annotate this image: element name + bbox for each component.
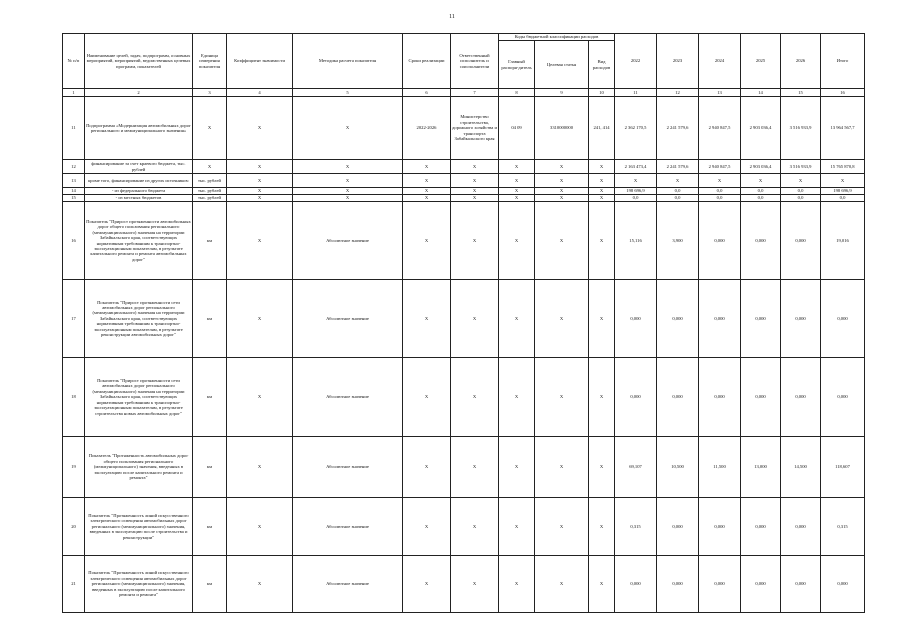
row-main-manager: X	[499, 437, 535, 498]
row-number: 13	[63, 174, 85, 188]
row-value-2025: X	[741, 174, 781, 188]
header-unit: Единица измерения показателя	[193, 34, 227, 89]
row-value-2026: 3 516 933,9	[781, 97, 821, 160]
row-value-2023: 0,000	[657, 498, 699, 556]
row-value-2023: 0,000	[657, 280, 699, 358]
row-method: X	[293, 160, 403, 174]
row-value-2025: 13,000	[741, 437, 781, 498]
row-expense-type: X	[589, 280, 615, 358]
row-value-2024: 2 940 847,5	[699, 97, 741, 160]
column-number: 10	[589, 89, 615, 97]
table-row	[63, 174, 865, 188]
header-responsible: Ответственный исполнитель и соисполнители	[451, 34, 499, 89]
row-value-2026: 0,000	[781, 498, 821, 556]
table-row	[63, 498, 865, 556]
row-main-manager: X	[499, 556, 535, 613]
row-target-article: X	[535, 556, 589, 613]
row-number: 12	[63, 160, 85, 174]
row-coefficient: X	[227, 280, 293, 358]
row-number: 16	[63, 202, 85, 280]
row-unit: X	[193, 97, 227, 160]
row-main-manager: X	[499, 202, 535, 280]
row-name: Показатель "Прирост протяженности сети автомобильных дорог регионального (межмуниципального) значения на территории Забайкальского края, соответствующих нормативным требованиям к транспортно-эксплуатационным показателям, в результате строительства новых автомобильных дорог"	[85, 358, 193, 437]
row-expense-type: X	[589, 498, 615, 556]
header-2022: 2022	[615, 34, 657, 89]
row-coefficient: X	[227, 498, 293, 556]
row-name: Показатель "Протяженность линий искусственного электрического освещения автомобильных дорог регионального (межмуниципального) значения, введенных в эксплуатацию после капитального ремонта и ремонта"	[85, 556, 193, 613]
row-target-article: X	[535, 498, 589, 556]
row-value-2023: 0,000	[657, 358, 699, 437]
header-2023: 2023	[657, 34, 699, 89]
row-coefficient: X	[227, 188, 293, 195]
column-numbers-row	[63, 89, 865, 97]
row-expense-type: X	[589, 358, 615, 437]
row-responsible: X	[451, 358, 499, 437]
row-value-2024: 11,500	[699, 437, 741, 498]
row-target-article: X	[535, 358, 589, 437]
row-value-2026: 0,0	[781, 188, 821, 195]
row-coefficient: X	[227, 556, 293, 613]
row-expense-type: X	[589, 437, 615, 498]
row-responsible: X	[451, 160, 499, 174]
row-value-2023: 2 241 579,6	[657, 97, 699, 160]
row-value-2022: 69,107	[615, 437, 657, 498]
row-value-2025: 2 903 036,4	[741, 160, 781, 174]
row-responsible: X	[451, 195, 499, 202]
row-unit: км	[193, 498, 227, 556]
row-value-total: 0,315	[821, 498, 865, 556]
row-terms: X	[403, 437, 451, 498]
row-terms: X	[403, 556, 451, 613]
row-name: кроме того, финансирование из других источников:	[85, 174, 193, 188]
row-target-article: X	[535, 174, 589, 188]
column-number: 1	[63, 89, 85, 97]
row-responsible: X	[451, 437, 499, 498]
row-target-article: X	[535, 188, 589, 195]
row-value-2024: 0,000	[699, 280, 741, 358]
row-expense-type: X	[589, 556, 615, 613]
row-value-2023: 10,500	[657, 437, 699, 498]
row-unit: км	[193, 358, 227, 437]
row-responsible: X	[451, 556, 499, 613]
header-num: № п/п	[63, 34, 85, 89]
row-number: 21	[63, 556, 85, 613]
row-expense-type: X	[589, 174, 615, 188]
row-main-manager: X	[499, 498, 535, 556]
table-row	[63, 195, 865, 202]
row-target-article: X	[535, 280, 589, 358]
column-number: 5	[293, 89, 403, 97]
row-terms: 2022-2026	[403, 97, 451, 160]
table-row	[63, 280, 865, 358]
row-number: 15	[63, 195, 85, 202]
row-responsible: X	[451, 188, 499, 195]
table-row	[63, 358, 865, 437]
row-number: 17	[63, 280, 85, 358]
row-value-2023: 0,0	[657, 195, 699, 202]
column-number: 13	[699, 89, 741, 97]
row-value-2022: 2 362 170,5	[615, 97, 657, 160]
row-value-total: 198 696,9	[821, 188, 865, 195]
column-number: 9	[535, 89, 589, 97]
row-value-2026: 0,0	[781, 195, 821, 202]
header-2026: 2026	[781, 34, 821, 89]
row-unit: км	[193, 437, 227, 498]
row-main-manager: X	[499, 160, 535, 174]
row-value-2024: 0,0	[699, 188, 741, 195]
row-value-2025: 0,000	[741, 280, 781, 358]
column-number: 11	[615, 89, 657, 97]
row-number: 19	[63, 437, 85, 498]
header-method: Методика расчета показателя	[293, 34, 403, 89]
row-name: Показатель "Прирост протяженности сети автомобильных дорог регионального (межмуниципального) значения на территории Забайкальского края, соответствующих нормативным требованиям к транспортно-эксплуатационным показателям, в результате реконструкции автомобильных дорог"	[85, 280, 193, 358]
row-main-manager: 04 09	[499, 97, 535, 160]
row-unit: X	[193, 160, 227, 174]
column-number: 4	[227, 89, 293, 97]
row-main-manager: X	[499, 195, 535, 202]
row-value-2024: X	[699, 174, 741, 188]
header-terms: Сроки реализации	[403, 34, 451, 89]
row-main-manager: X	[499, 358, 535, 437]
row-terms: X	[403, 188, 451, 195]
row-method: Абсолютное значение	[293, 498, 403, 556]
header-2024: 2024	[699, 34, 741, 89]
row-unit: тыс. рублей	[193, 174, 227, 188]
row-value-2026: 0,000	[781, 358, 821, 437]
row-value-2025: 0,0	[741, 188, 781, 195]
row-unit: км	[193, 556, 227, 613]
row-name: Показатель "Протяженность линий искусственного электрического освещения автомобильных дорог регионального (межмуниципального) значения, введенных в эксплуатацию после строительства и реконструкции"	[85, 498, 193, 556]
header-total: Итого	[821, 34, 865, 89]
row-terms: X	[403, 280, 451, 358]
column-number: 14	[741, 89, 781, 97]
row-value-2024: 0,0	[699, 195, 741, 202]
header-expense-type: Вид расходов	[589, 41, 615, 89]
row-responsible: X	[451, 202, 499, 280]
table-body	[63, 97, 865, 613]
row-value-2026: 3 516 933,9	[781, 160, 821, 174]
table-row	[63, 556, 865, 613]
row-value-total: 0,0	[821, 195, 865, 202]
row-expense-type: X	[589, 160, 615, 174]
row-method: X	[293, 195, 403, 202]
row-main-manager: X	[499, 280, 535, 358]
row-name: финансирование за счет краевого бюджета, тыс. рублей	[85, 160, 193, 174]
row-value-2025: 0,000	[741, 556, 781, 613]
row-name: - из федерального бюджета	[85, 188, 193, 195]
row-method: Абсолютное значение	[293, 437, 403, 498]
row-responsible: X	[451, 280, 499, 358]
row-value-2022: 0,000	[615, 280, 657, 358]
table-row	[63, 188, 865, 195]
row-value-total: 15 765 870,8	[821, 160, 865, 174]
table-row	[63, 437, 865, 498]
row-value-2026: X	[781, 174, 821, 188]
column-number: 16	[821, 89, 865, 97]
row-value-total: 19,016	[821, 202, 865, 280]
row-value-2025: 2 903 036,4	[741, 97, 781, 160]
row-expense-type: 241, 414	[589, 97, 615, 160]
row-terms: X	[403, 202, 451, 280]
column-number: 2	[85, 89, 193, 97]
row-value-total: 0,000	[821, 358, 865, 437]
row-value-2024: 2 940 847,5	[699, 160, 741, 174]
row-name: Показатель "Протяженность автомобильных дорог общего пользования регионального (межмуниципального) значения, введенных в эксплуатацию после капитального ремонта и ремонта"	[85, 437, 193, 498]
row-coefficient: X	[227, 202, 293, 280]
row-value-total: 13 964 567,7	[821, 97, 865, 160]
column-number: 3	[193, 89, 227, 97]
row-method: Абсолютное значение	[293, 202, 403, 280]
row-method: X	[293, 188, 403, 195]
column-number: 8	[499, 89, 535, 97]
row-value-2022: 0,315	[615, 498, 657, 556]
row-value-total: X	[821, 174, 865, 188]
row-coefficient: X	[227, 195, 293, 202]
row-value-2022: 0,000	[615, 556, 657, 613]
row-value-2022: 0,0	[615, 195, 657, 202]
column-number: 15	[781, 89, 821, 97]
row-value-2022: 198 696,9	[615, 188, 657, 195]
column-number: 7	[451, 89, 499, 97]
header-target-article: Целевая статья	[535, 41, 589, 89]
row-target-article: 3310000000	[535, 97, 589, 160]
row-unit: тыс. рублей	[193, 188, 227, 195]
table-row	[63, 160, 865, 174]
row-value-2025: 0,000	[741, 358, 781, 437]
row-coefficient: X	[227, 358, 293, 437]
row-coefficient: X	[227, 97, 293, 160]
row-number: 18	[63, 358, 85, 437]
row-coefficient: X	[227, 437, 293, 498]
header-2025: 2025	[741, 34, 781, 89]
row-unit: км	[193, 280, 227, 358]
header-coefficient: Коэффициент значимости	[227, 34, 293, 89]
indicators-table	[62, 33, 865, 613]
row-number: 11	[63, 97, 85, 160]
row-target-article: X	[535, 437, 589, 498]
row-unit: км	[193, 202, 227, 280]
row-value-2026: 0,000	[781, 556, 821, 613]
row-target-article: X	[535, 195, 589, 202]
row-unit: тыс. рублей	[193, 195, 227, 202]
row-coefficient: X	[227, 174, 293, 188]
row-value-2024: 0,000	[699, 358, 741, 437]
row-name: Подпрограмма «Модернизация автомобильных дорог регионального и межмуниципального значения»	[85, 97, 193, 160]
row-terms: X	[403, 174, 451, 188]
row-value-2023: 2 241 579,6	[657, 160, 699, 174]
row-target-article: X	[535, 160, 589, 174]
row-terms: X	[403, 195, 451, 202]
row-value-2022: 0,000	[615, 358, 657, 437]
row-terms: X	[403, 160, 451, 174]
row-value-2026: 0,000	[781, 202, 821, 280]
header-name: Наименование целей, задач, подпрограмм, основных мероприятий, мероприятий, ведомственных целевых программ, показателей	[85, 34, 193, 89]
row-value-2025: 0,0	[741, 195, 781, 202]
row-value-total: 0,000	[821, 556, 865, 613]
row-value-total: 118,607	[821, 437, 865, 498]
row-expense-type: X	[589, 202, 615, 280]
row-method: Абсолютное значение	[293, 358, 403, 437]
row-target-article: X	[535, 202, 589, 280]
table-row	[63, 202, 865, 280]
row-method: X	[293, 174, 403, 188]
row-coefficient: X	[227, 160, 293, 174]
row-terms: X	[403, 358, 451, 437]
row-value-2026: 0,000	[781, 280, 821, 358]
row-value-2023: 3,900	[657, 202, 699, 280]
row-expense-type: X	[589, 188, 615, 195]
row-number: 20	[63, 498, 85, 556]
row-value-2023: 0,000	[657, 556, 699, 613]
row-responsible: Министерство строительства, дорожного хозяйства и транспорта Забайкальского края	[451, 97, 499, 160]
page-number: 11	[449, 14, 455, 20]
header-budget-codes: Коды бюджетной классификации расходов	[499, 34, 615, 41]
row-value-2025: 0,000	[741, 498, 781, 556]
row-main-manager: X	[499, 174, 535, 188]
row-value-2025: 0,000	[741, 202, 781, 280]
row-value-2024: 0,000	[699, 498, 741, 556]
row-value-2024: 0,000	[699, 202, 741, 280]
row-value-2023: 0,0	[657, 188, 699, 195]
column-number: 6	[403, 89, 451, 97]
table-row	[63, 97, 865, 160]
row-method: Абсолютное значение	[293, 280, 403, 358]
row-responsible: X	[451, 498, 499, 556]
row-name: - из местных бюджетов	[85, 195, 193, 202]
row-method: X	[293, 97, 403, 160]
row-expense-type: X	[589, 195, 615, 202]
row-main-manager: X	[499, 188, 535, 195]
row-value-total: 0,000	[821, 280, 865, 358]
row-responsible: X	[451, 174, 499, 188]
row-terms: X	[403, 498, 451, 556]
row-value-2022: 2 163 473,4	[615, 160, 657, 174]
row-value-2024: 0,000	[699, 556, 741, 613]
row-value-2022: X	[615, 174, 657, 188]
row-name: Показатель "Прирост протяженности автомобильных дорог общего пользования регионального (межмуниципального) значения на территории Забайкальского края, соответствующих нормативным требованиям к транспортно-эксплуатационным показателям, в результате капитального ремонта и ремонта автомобильных дорог"	[85, 202, 193, 280]
row-value-2023: X	[657, 174, 699, 188]
row-number: 14	[63, 188, 85, 195]
column-number: 12	[657, 89, 699, 97]
row-method: Абсолютное значение	[293, 556, 403, 613]
row-value-2022: 15,116	[615, 202, 657, 280]
header-main-manager: Главный распоря-дитель	[499, 41, 535, 89]
row-value-2026: 14,500	[781, 437, 821, 498]
